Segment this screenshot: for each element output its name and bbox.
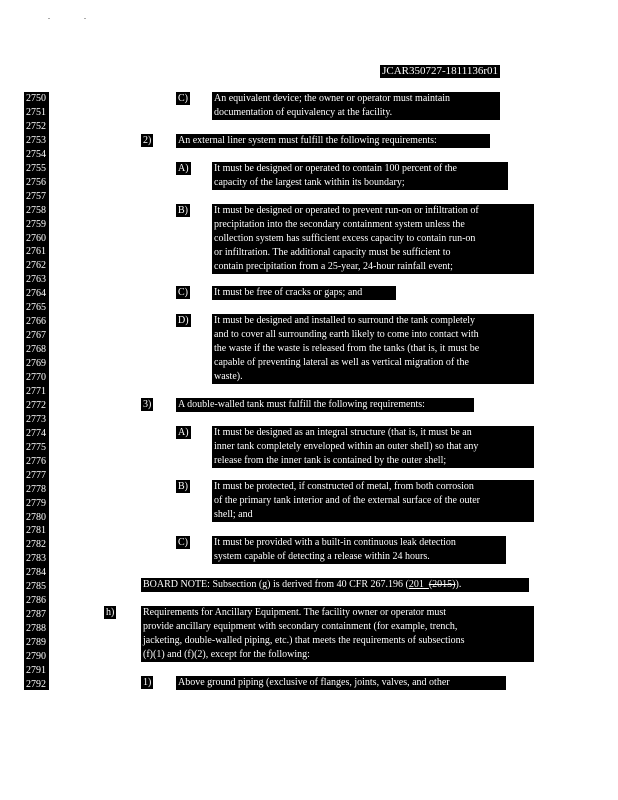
- document-id-header: JCAR350727-1811136r01: [382, 65, 498, 77]
- board-note-close: ).: [455, 579, 462, 590]
- line-number: 2768: [26, 344, 46, 356]
- line-number: 2764: [26, 288, 46, 300]
- line-number: 2786: [26, 595, 46, 607]
- text-line: An equivalent device; the owner or operator must maintain: [214, 93, 451, 104]
- line-number: 2779: [26, 497, 46, 509]
- text-line: release from the inner tank is contained by the outer shell;: [214, 455, 447, 467]
- line-number: 2757: [26, 190, 46, 202]
- line-number: 2750: [26, 93, 46, 104]
- scan-speck: [48, 18, 50, 19]
- item-label-2a: A): [178, 163, 189, 174]
- line-number: 2762: [26, 260, 46, 272]
- line-number: 2769: [26, 358, 46, 370]
- line-number: 2765: [26, 302, 46, 314]
- paragraph-equivalent-device: [212, 92, 500, 120]
- board-note-deleted: (2015): [428, 579, 456, 590]
- line-number: 2766: [26, 316, 46, 328]
- text-line: capacity of the largest tank within its boundary;: [214, 177, 405, 189]
- paragraph-2c: [212, 286, 396, 300]
- text-line: waste).: [214, 371, 243, 383]
- item-label-2d: D): [178, 315, 189, 326]
- paragraph-ancillary-equipment: [141, 606, 534, 662]
- line-number: 2781: [26, 525, 46, 537]
- line-number: 2776: [26, 455, 46, 467]
- line-number: 2791: [26, 664, 46, 676]
- paragraph-3a: [212, 426, 534, 468]
- text-line: or infiltration. The additional capacity must be sufficient to: [214, 247, 451, 259]
- text-line: (f)(1) and (f)(2), except for the following:: [143, 649, 310, 661]
- item-label-2c: C): [178, 287, 188, 298]
- item-label-2b: B): [178, 205, 188, 216]
- line-number: 2774: [26, 427, 46, 439]
- text-line: the waste if the waste is released from the tanks (that is, it must be: [214, 343, 480, 355]
- line-number: 2754: [26, 148, 46, 160]
- line-number: 2778: [26, 483, 46, 495]
- line-number: 2771: [26, 385, 46, 397]
- text-line: It must be designed and installed to surround the tank completely: [214, 315, 476, 326]
- line-number: 2752: [26, 120, 46, 132]
- item-label-h1: 1): [143, 677, 152, 688]
- board-note: [141, 578, 529, 592]
- item-label-h: h): [106, 607, 115, 618]
- item-label-3b: B): [178, 481, 188, 492]
- text-line: Requirements for Ancillary Equipment. The facility owner or operator must: [143, 607, 447, 618]
- text-line: Above ground piping (exclusive of flanges, joints, valves, and other: [178, 677, 450, 688]
- text-line: It must be free of cracks or gaps; and: [214, 287, 363, 298]
- text-line: An external liner system must fulfill the following requirements:: [178, 135, 437, 146]
- line-number: 2763: [26, 274, 46, 286]
- line-number: 2772: [26, 399, 46, 411]
- text-line: It must be provided with a built-in continuous leak detection: [214, 537, 456, 548]
- line-number: 2782: [26, 539, 46, 551]
- line-number: 2760: [26, 232, 46, 244]
- paragraph-3b: [212, 480, 534, 522]
- line-number-column: [24, 92, 49, 690]
- item-label-3: 3): [143, 399, 152, 410]
- paragraph-3c: [212, 536, 506, 564]
- line-number: 2759: [26, 218, 46, 230]
- line-number: 2755: [26, 162, 46, 174]
- scan-speck: [84, 18, 86, 19]
- line-number: 2767: [26, 330, 46, 342]
- item-label-c: C): [178, 93, 188, 104]
- paragraph-h1: [176, 676, 506, 690]
- line-number: 2773: [26, 413, 46, 425]
- line-number: 2756: [26, 176, 46, 188]
- line-number: 2792: [26, 678, 46, 690]
- text-line: provide ancillary equipment with secondary containment (for example, trench,: [143, 621, 458, 633]
- heading-double-walled: [176, 398, 474, 412]
- text-line: system capable of detecting a release within 24 hours.: [214, 551, 430, 563]
- line-number: 2770: [26, 372, 46, 383]
- text-line: inner tank completely enveloped within an outer shell) so that any: [214, 441, 479, 453]
- text-line: precipitation into the secondary containment system unless the: [214, 219, 465, 231]
- line-number: 2761: [26, 246, 46, 258]
- line-number: 2775: [26, 441, 46, 453]
- line-number: 2777: [26, 469, 46, 481]
- paragraph-2d: [212, 314, 534, 384]
- paragraph-2a: [212, 162, 508, 190]
- text-line: It must be designed or operated to prevent run-on or infiltration of: [214, 205, 479, 216]
- line-number: 2787: [26, 609, 46, 621]
- heading-external-liner: [176, 134, 490, 148]
- text-line: It must be protected, if constructed of metal, from both corrosion: [214, 481, 474, 492]
- line-number: 2784: [26, 567, 46, 579]
- text-line: It must be designed or operated to contain 100 percent of the: [214, 163, 457, 174]
- text-line: of the primary tank interior and of the external surface of the outer: [214, 495, 481, 507]
- paragraph-2b: [212, 204, 534, 274]
- item-label-3c: C): [178, 537, 188, 548]
- board-note-text: BOARD NOTE: Subsection (g) is derived from 40 CFR 267.196 (: [143, 579, 409, 590]
- board-note-inserted: 201_: [408, 579, 429, 590]
- line-number: 2788: [26, 623, 46, 635]
- text-line: collection system has sufficient excess capacity to contain run-on: [214, 233, 476, 245]
- text-line: jacketing, double-walled piping, etc.) that meets the requirements of subsections: [143, 635, 465, 647]
- item-label-3a: A): [178, 427, 189, 438]
- line-number: 2789: [26, 637, 46, 649]
- line-number: 2780: [26, 511, 46, 523]
- line-number: 2785: [26, 581, 46, 593]
- text-line: documentation of equivalency at the facility.: [214, 107, 393, 119]
- text-line: contain precipitation from a 25-year, 24-hour rainfall event;: [214, 261, 453, 273]
- line-number: 2783: [26, 553, 46, 565]
- text-line: and to cover all surrounding earth likely to come into contact with: [214, 329, 479, 341]
- item-label-2: 2): [143, 135, 152, 146]
- line-number: 2790: [26, 651, 46, 662]
- text-line: It must be designed as an integral structure (that is, it must be an: [214, 427, 472, 438]
- line-number: 2753: [26, 134, 46, 146]
- text-line: shell; and: [214, 509, 253, 521]
- line-number: 2751: [26, 106, 46, 118]
- line-number: 2758: [26, 204, 46, 216]
- text-line: capable of preventing lateral as well as vertical migration of the: [214, 357, 469, 369]
- text-line: A double-walled tank must fulfill the following requirements:: [178, 399, 425, 410]
